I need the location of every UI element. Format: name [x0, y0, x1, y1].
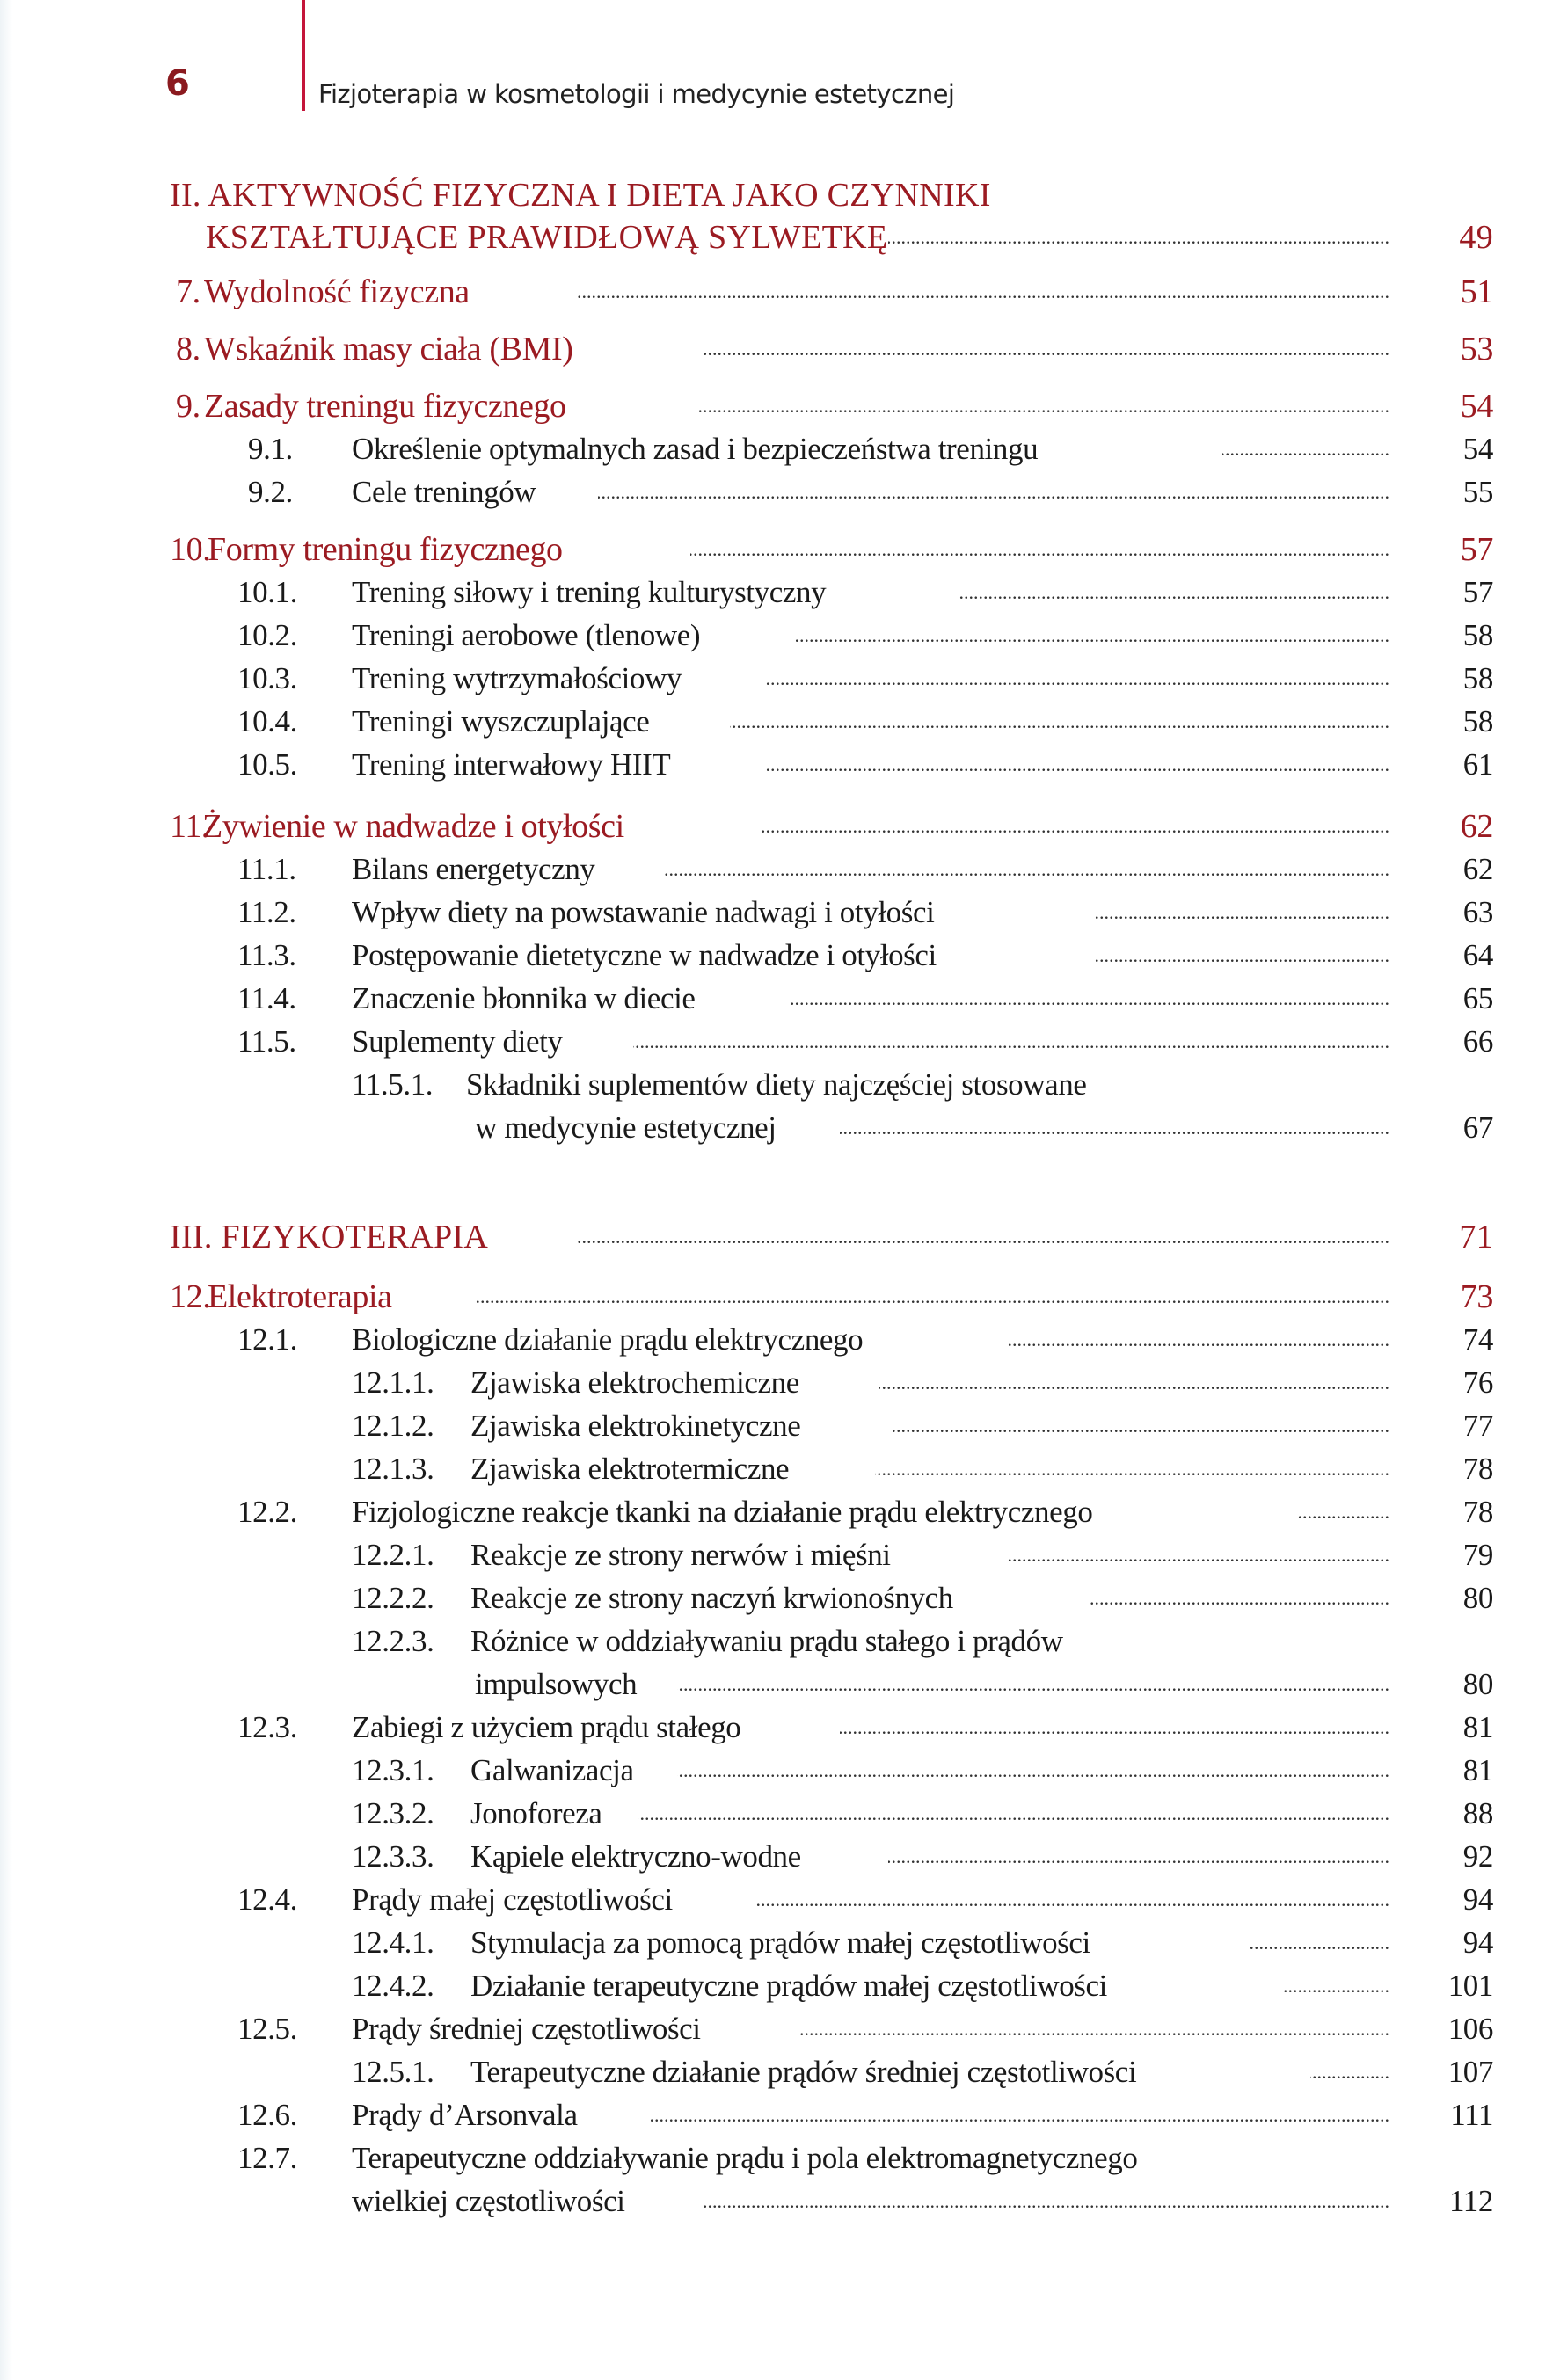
dot-leader — [1095, 936, 1389, 975]
toc-section[interactable] — [0, 2010, 1553, 2049]
subsection-number: 12.4.2. — [352, 1969, 434, 2003]
dot-leader — [840, 1109, 1389, 1147]
page-ref: 66 — [1462, 1024, 1493, 1059]
dot-leader — [633, 1023, 1389, 1061]
dot-leader — [1222, 430, 1389, 469]
toc-section[interactable] — [0, 1708, 1553, 1747]
chapter-number: 9. — [176, 388, 201, 425]
toc-chapter[interactable] — [0, 1277, 1553, 1316]
dot-leader — [1249, 1924, 1389, 1962]
chapter-number: 11. — [170, 808, 209, 845]
dot-leader — [677, 1665, 1389, 1704]
subsection-number: 12.1.3. — [352, 1452, 434, 1486]
dot-leader — [875, 1450, 1389, 1488]
page-ref: 54 — [1460, 388, 1493, 425]
subsection-title: Galwanizacja — [470, 1753, 634, 1787]
running-header — [0, 0, 1553, 123]
page-ref: 54 — [1462, 432, 1493, 466]
toc-subsection[interactable] — [0, 1751, 1553, 1790]
toc-section[interactable] — [0, 1493, 1553, 1532]
dot-leader — [475, 1277, 1389, 1316]
page-ref: 62 — [1460, 808, 1493, 845]
dot-leader — [1007, 1536, 1389, 1575]
toc-chapter[interactable] — [0, 807, 1553, 846]
toc-section[interactable] — [0, 573, 1553, 612]
subsection-number: 12.3.2. — [352, 1796, 434, 1830]
toc-chapter[interactable] — [0, 387, 1553, 426]
page-ref: 101 — [1447, 1969, 1493, 2003]
section-number: 11.1. — [237, 852, 296, 886]
section-number: 12.3. — [237, 1710, 298, 1744]
toc-subsection-cont[interactable] — [0, 1109, 1553, 1147]
toc-section[interactable] — [0, 1881, 1553, 1919]
subsection-title: Jonoforeza — [470, 1796, 602, 1830]
subsection-title: Reakcje ze strony naczyń krwionośnych — [470, 1581, 953, 1615]
section-title-line1: Terapeutyczne oddziaływanie prądu i pola elektromagnetycznego — [352, 2141, 1138, 2175]
page-number: 6 — [165, 63, 190, 104]
section-number: 11.2. — [237, 895, 296, 929]
toc-subsection-cont[interactable] — [0, 1665, 1553, 1704]
dot-leader — [796, 616, 1389, 655]
dot-leader — [888, 1838, 1389, 1876]
chapter-number: 10. — [170, 531, 211, 568]
section-number: 10.2. — [237, 618, 298, 652]
subsection-title: Kąpiele elektryczno-wodne — [470, 1839, 801, 1874]
dot-leader — [704, 330, 1389, 368]
page-ref: 49 — [1459, 219, 1493, 256]
section-number: 9.2. — [248, 475, 293, 509]
page-ref: 58 — [1462, 661, 1493, 695]
page-ref: 55 — [1462, 475, 1493, 509]
section-title: Postępowanie dietetyczne w nadwadze i otyłości — [352, 938, 937, 972]
page-ref: 63 — [1462, 895, 1493, 929]
toc-section[interactable] — [0, 936, 1553, 975]
section-title: Biologiczne działanie prądu elektrycznego — [352, 1322, 864, 1357]
subsection-number: 12.4.1. — [352, 1925, 434, 1960]
page-ref: 61 — [1462, 747, 1493, 782]
chapter-title: Elektroterapia — [208, 1278, 392, 1315]
chapter-number: 7. — [176, 273, 201, 310]
dot-leader — [840, 1708, 1389, 1747]
section-title: Suplementy diety — [352, 1024, 563, 1059]
section-number: 10.1. — [237, 575, 298, 609]
section-title: Zabiegi z użyciem prądu stałego — [352, 1710, 741, 1744]
page-ref: 53 — [1460, 331, 1493, 368]
page-ref: 58 — [1462, 704, 1493, 739]
section-number: 12.4. — [237, 1882, 298, 1917]
toc-subsection[interactable] — [0, 1407, 1553, 1445]
page-ref: 80 — [1462, 1667, 1493, 1701]
chapter-title: Wydolność fizyczna — [204, 273, 470, 310]
page-ref: 76 — [1462, 1365, 1493, 1400]
section-title: Prądy d’Arsonvala — [352, 2098, 578, 2132]
chapter-title: Formy treningu fizycznego — [208, 531, 563, 568]
page-ref: 81 — [1462, 1753, 1493, 1787]
subsection-title: Stymulacja za pomocą prądów małej częstotliwości — [470, 1925, 1090, 1960]
page-ref: 94 — [1462, 1882, 1493, 1917]
section-number: 10.5. — [237, 747, 298, 782]
dot-leader — [638, 1794, 1389, 1833]
toc-section[interactable] — [0, 702, 1553, 741]
dot-leader — [598, 473, 1389, 512]
section-title: Znaczenie błonnika w diecie — [352, 981, 696, 1015]
subsection-title-line1: Różnice w oddziaływaniu prądu stałego i prądów — [470, 1624, 1063, 1658]
page-ref: 73 — [1460, 1278, 1493, 1315]
dot-leader — [800, 2010, 1389, 2049]
section-number: 12.7. — [237, 2141, 298, 2175]
subsection-number: 11.5.1. — [352, 1067, 434, 1102]
page-ref: 74 — [1462, 1322, 1493, 1357]
toc-subsection[interactable] — [0, 1794, 1553, 1833]
section-number: 9.1. — [248, 432, 293, 466]
subsection-number: 12.2.1. — [352, 1538, 434, 1572]
section-title: Treningi wyszczuplające — [352, 704, 650, 739]
page-ref: 78 — [1462, 1495, 1493, 1529]
section-number: 10.4. — [237, 704, 298, 739]
toc-chapter[interactable] — [0, 530, 1553, 569]
page-ref: 77 — [1462, 1408, 1493, 1443]
section-title: Prądy średniej częstotliwości — [352, 2012, 701, 2046]
dot-leader — [888, 218, 1389, 257]
page-ref: 57 — [1460, 531, 1493, 568]
section-title: Trening wytrzymałościowy — [352, 661, 682, 695]
subsection-number: 12.3.1. — [352, 1753, 434, 1787]
subsection-number: 12.5.1. — [352, 2055, 434, 2089]
page-ref: 80 — [1462, 1581, 1493, 1615]
dot-leader — [1310, 2053, 1389, 2092]
subsection-title-line2: impulsowych — [475, 1667, 638, 1701]
subsection-number: 12.2.3. — [352, 1624, 434, 1658]
toc-part-heading[interactable] — [0, 1218, 1553, 1256]
toc-part-heading-cont[interactable] — [0, 218, 1553, 257]
dot-leader — [730, 702, 1389, 741]
toc-section[interactable] — [0, 659, 1553, 698]
toc-section-cont[interactable] — [0, 2182, 1553, 2221]
toc-subsection[interactable] — [0, 1364, 1553, 1402]
subsection-title: Reakcje ze strony nerwów i mięśni — [470, 1538, 891, 1572]
dot-leader — [1007, 1321, 1389, 1359]
chapter-number: 8. — [176, 331, 201, 368]
section-number: 10.3. — [237, 661, 298, 695]
chapter-title: Żywienie w nadwadze i otyłości — [202, 808, 624, 845]
toc-section[interactable] — [0, 616, 1553, 655]
subsection-title: Działanie terapeutyczne prądów małej częstotliwości — [470, 1969, 1107, 2003]
section-title-line2: wielkiej częstotliwości — [352, 2184, 625, 2218]
page-ref: 51 — [1460, 273, 1493, 310]
dot-leader — [664, 850, 1389, 889]
section-number: 11.5. — [237, 1024, 296, 1059]
page-ref: 78 — [1462, 1452, 1493, 1486]
toc-chapter[interactable] — [0, 273, 1553, 311]
chapter-number: 12. — [170, 1278, 211, 1315]
toc-section[interactable] — [0, 850, 1553, 889]
section-title: Prądy małej częstotliwości — [352, 1882, 673, 1917]
toc-subsection[interactable] — [0, 2053, 1553, 2092]
toc-subsection[interactable] — [0, 1838, 1553, 1876]
toc-subsection[interactable] — [0, 1622, 1553, 1661]
page-ref: 111 — [1450, 2098, 1493, 2132]
section-number: 12.1. — [237, 1322, 298, 1357]
section-title: Trening interwałowy HIIT — [352, 747, 671, 782]
toc-subsection[interactable] — [0, 1967, 1553, 2005]
subsection-number: 12.1.2. — [352, 1408, 434, 1443]
toc-section[interactable] — [0, 2139, 1553, 2178]
toc-subsection[interactable] — [0, 1924, 1553, 1962]
subsection-number: 12.3.3. — [352, 1839, 434, 1874]
toc-section[interactable] — [0, 430, 1553, 469]
page-ref: 57 — [1462, 575, 1493, 609]
dot-leader — [576, 273, 1389, 311]
dot-leader — [1090, 1579, 1389, 1618]
page-ref: 65 — [1462, 981, 1493, 1015]
page-ref: 112 — [1448, 2184, 1493, 2218]
subsection-title: Terapeutyczne działanie prądów średniej częstotliwości — [470, 2055, 1137, 2089]
dot-leader — [576, 1218, 1389, 1256]
dot-leader — [765, 659, 1389, 698]
dot-leader — [879, 1364, 1389, 1402]
dot-leader — [704, 2182, 1389, 2221]
toc-section[interactable] — [0, 746, 1553, 784]
part-title: III. FIZYKOTERAPIA — [170, 1219, 489, 1256]
page-ref: 107 — [1447, 2055, 1493, 2089]
toc-subsection[interactable] — [0, 1450, 1553, 1488]
running-title: Fizjoterapia w kosmetologii i medycynie estetycznej — [318, 79, 955, 109]
toc-chapter[interactable] — [0, 330, 1553, 368]
page-ref: 58 — [1462, 618, 1493, 652]
section-title: Określenie optymalnych zasad i bezpieczeństwa treningu — [352, 432, 1039, 466]
part-title-line1: II. AKTYWNOŚĆ FIZYCZNA I DIETA JAKO CZYNNIKI — [170, 177, 991, 214]
toc-section[interactable] — [0, 473, 1553, 512]
dot-leader — [959, 573, 1389, 612]
page-ref: 92 — [1462, 1839, 1493, 1874]
subsection-title: Zjawiska elektrokinetyczne — [470, 1408, 801, 1443]
dot-leader — [1095, 893, 1389, 932]
page-ref: 64 — [1462, 938, 1493, 972]
toc-subsection[interactable] — [0, 1536, 1553, 1575]
page-ref: 94 — [1462, 1925, 1493, 1960]
section-number: 11.3. — [237, 938, 296, 972]
section-number: 12.2. — [237, 1495, 298, 1529]
dot-leader — [1297, 1493, 1389, 1532]
section-number: 12.6. — [237, 2098, 298, 2132]
dot-leader — [690, 530, 1389, 569]
subsection-number: 12.2.2. — [352, 1581, 434, 1615]
subsection-title-line1: Składniki suplementów diety najczęściej stosowane — [466, 1067, 1087, 1102]
dot-leader — [765, 746, 1389, 784]
header-accent-bar — [302, 0, 305, 111]
toc-section[interactable] — [0, 1023, 1553, 1061]
page-ref: 81 — [1462, 1710, 1493, 1744]
page-ref: 62 — [1462, 852, 1493, 886]
toc-section[interactable] — [0, 979, 1553, 1018]
dot-leader — [791, 979, 1389, 1018]
toc-section[interactable] — [0, 2096, 1553, 2135]
section-title: Treningi aerobowe (tlenowe) — [352, 618, 701, 652]
toc-part-heading[interactable] — [0, 176, 1553, 215]
dot-leader — [1284, 1967, 1389, 2005]
toc-section[interactable] — [0, 1321, 1553, 1359]
section-title: Bilans energetyczny — [352, 852, 595, 886]
dot-leader — [756, 1881, 1389, 1919]
page-ref: 71 — [1459, 1219, 1493, 1256]
page-ref: 88 — [1462, 1796, 1493, 1830]
section-title: Trening siłowy i trening kulturystyczny — [352, 575, 827, 609]
section-title: Fizjologiczne reakcje tkanki na działanie prądu elektrycznego — [352, 1495, 1093, 1529]
subsection-title-line2: w medycynie estetycznej — [475, 1110, 776, 1145]
dot-leader — [893, 1407, 1389, 1445]
dot-leader — [677, 1751, 1389, 1790]
section-title: Cele treningów — [352, 475, 536, 509]
dot-leader — [699, 387, 1389, 426]
toc-subsection[interactable] — [0, 1579, 1553, 1618]
page-ref: 79 — [1462, 1538, 1493, 1572]
section-number: 12.5. — [237, 2012, 298, 2046]
toc-subsection[interactable] — [0, 1066, 1553, 1104]
subsection-title: Zjawiska elektrotermiczne — [470, 1452, 790, 1486]
subsection-number: 12.1.1. — [352, 1365, 434, 1400]
part-title-line2: KSZTAŁTUJĄCE PRAWIDŁOWĄ SYLWETKĘ — [206, 219, 888, 256]
dot-leader — [761, 807, 1389, 846]
chapter-title: Zasady treningu fizycznego — [204, 388, 566, 425]
page-ref: 67 — [1462, 1110, 1493, 1145]
subsection-title: Zjawiska elektrochemiczne — [470, 1365, 799, 1400]
dot-leader — [651, 2096, 1389, 2135]
section-title: Wpływ diety na powstawanie nadwagi i otyłości — [352, 895, 935, 929]
section-number: 11.4. — [237, 981, 296, 1015]
chapter-title: Wskaźnik masy ciała (BMI) — [204, 331, 573, 368]
toc-section[interactable] — [0, 893, 1553, 932]
page-ref: 106 — [1447, 2012, 1493, 2046]
